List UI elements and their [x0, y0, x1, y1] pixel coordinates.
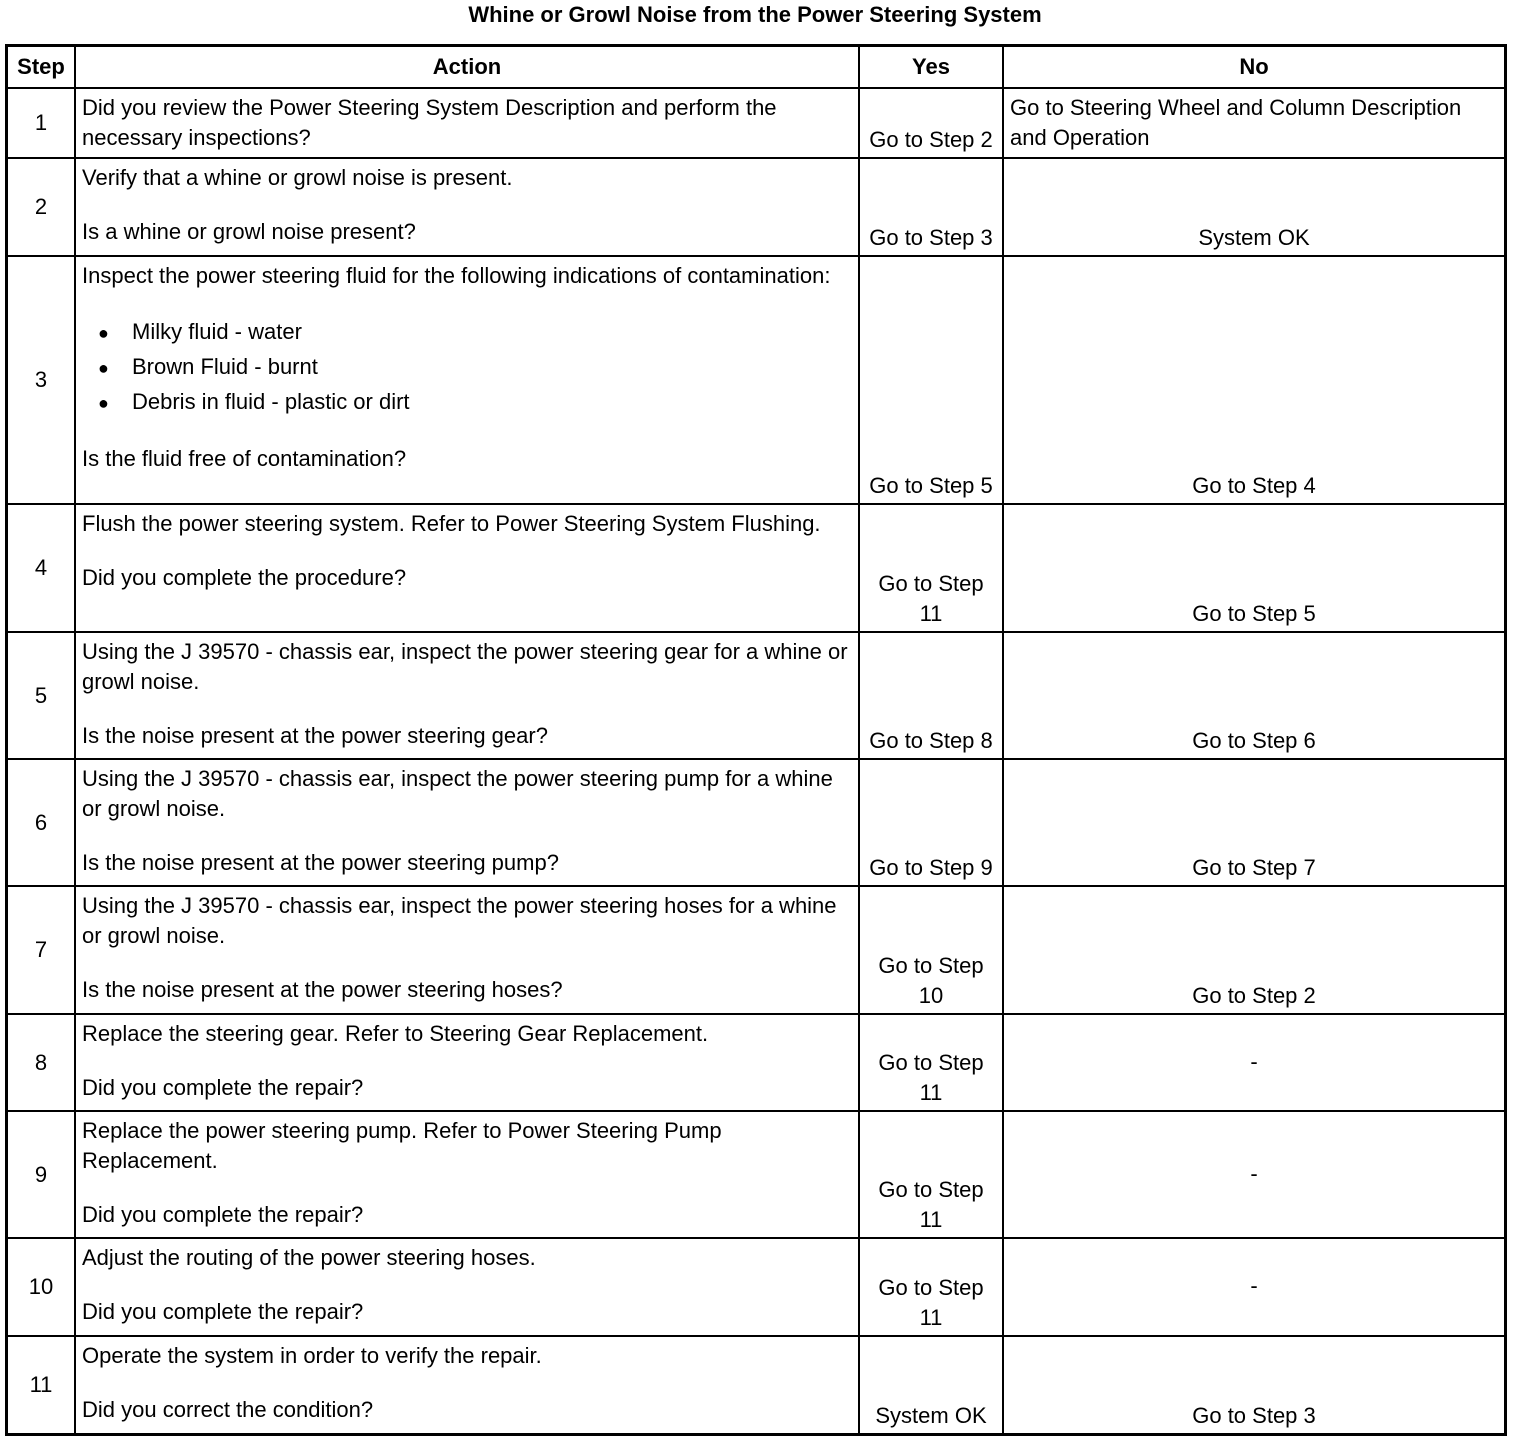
table-header-row: [7, 46, 1506, 89]
action-text: Flush the power steering system. Refer to Power Steering System Flushing.: [82, 511, 821, 536]
yes-cell: [859, 504, 1003, 632]
yes-text: Go to Step 10: [878, 953, 984, 1008]
action-cell: [75, 504, 859, 632]
list-item: ● Debris in fluid - plastic or dirt: [98, 385, 852, 420]
table-row: [7, 886, 1506, 1014]
yes-text: Go to Step 9: [869, 855, 993, 880]
step-number: 7: [7, 886, 76, 1014]
yes-text: Go to Step 11: [878, 1275, 984, 1330]
table-row: [7, 1238, 1506, 1336]
table-row: [7, 504, 1506, 632]
action-text: Is the noise present at the power steering pump?: [82, 850, 559, 875]
action-text: Verify that a whine or growl noise is present.: [82, 165, 513, 190]
action-text: Adjust the routing of the power steering hoses.: [82, 1245, 536, 1270]
action-cell: [75, 1111, 859, 1238]
action-text: Did you review the Power Steering System Description and perform the necessary inspections?: [82, 95, 777, 150]
no-cell: Go to Step 2: [1003, 886, 1506, 1014]
action-text: Inspect the power steering fluid for the following indications of contamination:: [82, 263, 831, 288]
action-text: Using the J 39570 - chassis ear, inspect the power steering hoses for a whine or growl noise.: [82, 893, 837, 948]
action-text: Did you correct the condition?: [82, 1397, 374, 1422]
yes-text: Go to Step 3: [869, 225, 993, 250]
yes-text: System OK: [875, 1402, 987, 1428]
action-text: Did you complete the procedure?: [82, 565, 407, 590]
table-row: [7, 632, 1506, 759]
action-cell: [75, 1238, 859, 1336]
no-cell: Go to Step 6: [1003, 632, 1506, 759]
step-number: 1: [7, 88, 76, 158]
action-text: Is the noise present at the power steering gear?: [82, 723, 548, 748]
action-cell: [75, 632, 859, 759]
yes-text: Go to Step 11: [878, 1177, 984, 1232]
action-cell: [75, 88, 859, 158]
step-number: 2: [7, 158, 76, 256]
yes-cell: [859, 632, 1003, 759]
action-text: Did you complete the repair?: [82, 1202, 364, 1227]
table-row: [7, 1111, 1506, 1238]
header-action: Action: [75, 46, 859, 89]
page-title: Whine or Growl Noise from the Power Steering System: [468, 2, 1042, 27]
yes-text: Go to Step 11: [878, 1050, 984, 1105]
action-cell: [75, 1014, 859, 1111]
step-number: 3: [7, 256, 76, 504]
action-cell: [75, 256, 859, 504]
header-yes: Yes: [859, 46, 1003, 89]
header-no: No: [1003, 46, 1506, 89]
table-row: [7, 1014, 1506, 1111]
yes-text: Go to Step 8: [869, 728, 993, 753]
action-text: Operate the system in order to verify the repair.: [82, 1343, 542, 1368]
list-item: ● Brown Fluid - burnt: [98, 350, 852, 385]
action-cell: [75, 759, 859, 886]
table-row: [7, 88, 1506, 158]
step-number: 6: [7, 759, 76, 886]
yes-text: Go to Step 11: [878, 571, 984, 626]
no-cell: Go to Step 4: [1003, 256, 1506, 504]
table-row: [7, 759, 1506, 886]
step-number: 5: [7, 632, 76, 759]
step-number: 9: [7, 1111, 76, 1238]
no-cell: Go to Step 3: [1003, 1336, 1506, 1434]
no-cell: Go to Step 5: [1003, 504, 1506, 632]
yes-cell: [859, 1336, 1003, 1434]
yes-text: Go to Step 5: [869, 473, 993, 498]
contamination-list: [82, 315, 852, 420]
yes-cell: [859, 88, 1003, 158]
step-number: 11: [7, 1336, 76, 1434]
step-number: 4: [7, 504, 76, 632]
header-step: Step: [7, 46, 76, 89]
table-row: [7, 158, 1506, 256]
yes-cell: [859, 1111, 1003, 1238]
yes-cell: [859, 886, 1003, 1014]
yes-cell: [859, 1014, 1003, 1111]
yes-cell: [859, 759, 1003, 886]
yes-cell: [859, 1238, 1003, 1336]
action-text: Is the fluid free of contamination?: [82, 446, 407, 471]
no-cell: -: [1003, 1238, 1506, 1336]
action-text: Did you complete the repair?: [82, 1075, 364, 1100]
no-cell: Go to Steering Wheel and Column Description and Operation: [1003, 88, 1506, 158]
action-cell: [75, 158, 859, 256]
action-text: Replace the steering gear. Refer to Steering Gear Replacement.: [82, 1021, 709, 1046]
yes-cell: [859, 256, 1003, 504]
list-item: ● Milky fluid - water: [98, 315, 852, 350]
diagnostic-table: [5, 44, 1507, 1436]
no-cell: -: [1003, 1014, 1506, 1111]
action-text: Replace the power steering pump. Refer to Power Steering Pump Replacement.: [82, 1118, 722, 1173]
step-number: 10: [7, 1238, 76, 1336]
no-cell: Go to Step 7: [1003, 759, 1506, 886]
yes-cell: [859, 158, 1003, 256]
action-text: Using the J 39570 - chassis ear, inspect the power steering gear for a whine or growl noise.: [82, 639, 848, 694]
no-cell: -: [1003, 1111, 1506, 1238]
action-cell: [75, 1336, 859, 1434]
table-row: [7, 256, 1506, 504]
action-text: Using the J 39570 - chassis ear, inspect the power steering pump for a whine or growl noise.: [82, 766, 833, 821]
action-cell: [75, 886, 859, 1014]
table-row: [7, 1336, 1506, 1434]
action-text: Is the noise present at the power steering hoses?: [82, 977, 563, 1002]
step-number: 8: [7, 1014, 76, 1111]
yes-text: Go to Step 2: [869, 127, 993, 152]
action-text: Is a whine or growl noise present?: [82, 219, 416, 244]
no-cell: System OK: [1003, 158, 1506, 256]
action-text: Did you complete the repair?: [82, 1299, 364, 1324]
